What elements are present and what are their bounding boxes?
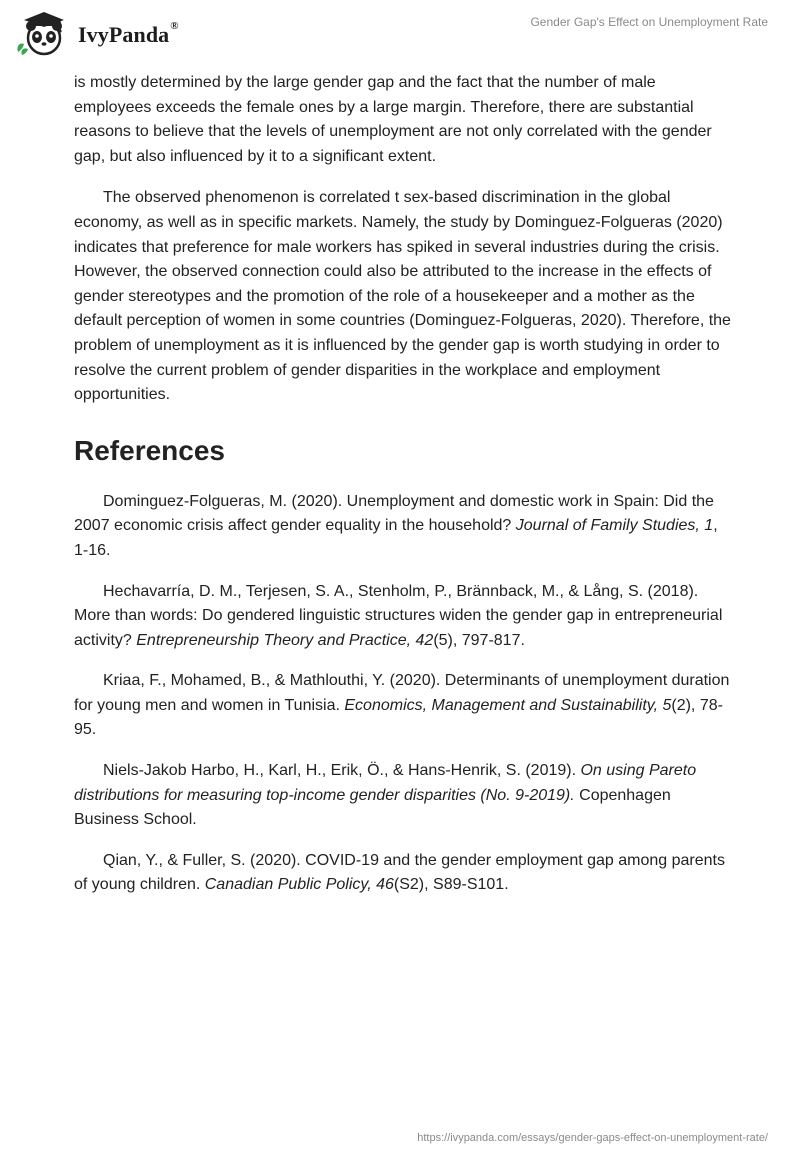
reference-item: Niels-Jakob Harbo, H., Karl, H., Erik, Ö., & Hans-Henrik, S. (2019). On using Pareto distributions for measuring top-income gender disparities (No. 9-2019). Copenhagen Business School. [74, 762, 697, 829]
essay-content [74, 71, 734, 914]
reference-item: Kriaa, F., Mohamed, B., & Mathlouthi, Y. (2020). Determinants of unemployment duration for young men and women in Tunisia. Economics, Management and Sustainability, 5(2), 78-95. [74, 672, 730, 739]
document-title: Gender Gap's Effect on Unemployment Rate [530, 15, 768, 29]
body-paragraph-2: The observed phenomenon is correlated t sex-based discrimination in the global economy, as well as in specific markets. Namely, the study by Dominguez-Folgueras (2020) indicates that preference for male workers has spiked in several industries during the crisis. However, the observed connection could also be attributed to the increase in the effects of gender stereotypes and the promotion of the role of a housekeeper and a mother as the default perception of women in some countries (Dominguez-Folgueras, 2020). Therefore, the problem of unemployment as it is influenced by the gender gap is worth studying in order to resolve the current problem of gender disparities in the workplace and employment opportunities. [74, 189, 731, 404]
panda-graduate-icon [14, 8, 76, 58]
body-paragraph-1: is mostly determined by the large gender gap and the fact that the number of male employees exceeds the female ones by a large margin. Therefore, there are substantial reasons to believe that the levels of unemployment are not only correlated with the gender gap, but also influenced by it to a significant extent. [74, 74, 712, 165]
brand-name: IvyPanda® [78, 20, 179, 47]
reference-item: Qian, Y., & Fuller, S. (2020). COVID-19 and the gender employment gap among parents of young children. Canadian Public Policy, 46(S2), S89-S101. [74, 851, 725, 894]
references-list [74, 490, 734, 898]
registered-mark: ® [170, 20, 179, 32]
reference-item: Hechavarría, D. M., Terjesen, S. A., Stenholm, P., Brännback, M., & Lång, S. (2018). More than words: Do gendered linguistic structures widen the gender gap in entrepreneurial activity? Entrepreneurship Theory and Practice, 42(5), 797-817. [74, 582, 723, 649]
references-heading: References [74, 434, 225, 466]
ivypanda-logo[interactable] [14, 8, 179, 58]
footer-url[interactable]: https://ivypanda.com/essays/gender-gaps-effect-on-unemployment-rate/ [417, 1132, 768, 1144]
reference-item: Dominguez-Folgueras, M. (2020). Unemployment and domestic work in Spain: Did the 2007 economic crisis affect gender equality in the household? Journal of Family Studies, 1, 1-16. [74, 492, 718, 559]
page-header [0, 0, 800, 70]
